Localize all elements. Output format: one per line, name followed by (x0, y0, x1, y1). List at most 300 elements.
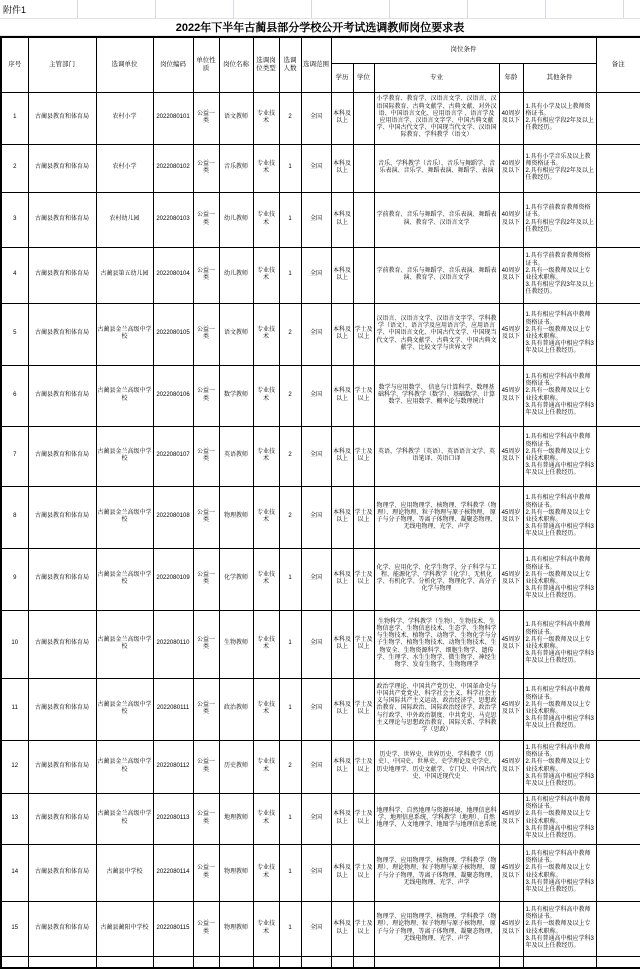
cell-count: 1 (279, 192, 301, 247)
cell-nature: 公益一类 (193, 92, 219, 144)
other-condition-item: 3.具有普通高中相应学科3年及以上任教经历。 (525, 651, 594, 665)
cell-degree: 学士及以上 (353, 426, 374, 486)
cell-dept: 古蔺县教育和体育局 (28, 365, 96, 426)
cell-edu: 本科及以上 (331, 793, 353, 844)
other-condition-item: 1.具有相应学科高中教师资格证书。 (525, 906, 591, 921)
cell-code: 2022080104 (153, 247, 193, 303)
other-condition-item: 1.具有相应学科高中教师资格证书。 (525, 744, 591, 759)
cell-type: 专业技术 (253, 303, 279, 365)
cell-unit: 古蔺县金兰高级中学校 (96, 793, 153, 844)
cell-empty (219, 956, 253, 968)
cell-degree: 学士及以上 (353, 486, 374, 548)
cell-age: 40周岁及以下 (499, 247, 523, 303)
cell-scope: 全国 (301, 610, 331, 678)
cell-post: 幼儿教师 (219, 192, 253, 247)
cell-dept: 古蔺县教育和体育局 (28, 144, 96, 192)
cell-scope: 全国 (301, 548, 331, 610)
cell-remark (596, 740, 640, 793)
cell-age: 45周岁及以下 (499, 365, 523, 426)
cell-post: 物理教师 (219, 901, 253, 956)
cell-unit: 古蔺县金兰高级中学校 (96, 426, 153, 486)
cell-count: 2 (279, 365, 301, 426)
cell-edu: 本科及以上 (331, 426, 353, 486)
cell-other (523, 192, 596, 247)
cell-age: 45周岁及以下 (499, 901, 523, 956)
cell-age: 40周岁及以下 (499, 192, 523, 247)
cell-remark (596, 678, 640, 740)
cell-code: 2022080101 (153, 92, 193, 144)
cell-dept: 古蔺县教育和体育局 (28, 92, 96, 144)
cell-post: 音乐教师 (219, 144, 253, 192)
cell-age: 45周岁及以下 (499, 548, 523, 610)
cell-post: 语文教师 (219, 303, 253, 365)
cell-age: 40周岁及以下 (499, 92, 523, 144)
other-condition-item: 2.具有一级教师及以上专业技术职称。 (525, 921, 591, 935)
cell-dept: 古蔺县教育和体育局 (28, 610, 96, 678)
cell-scope: 全国 (301, 247, 331, 303)
cell-empty (28, 956, 96, 968)
cell-count: 1 (279, 678, 301, 740)
cell-unit: 古蔺县金兰高级中学校 (96, 303, 153, 365)
cell-remark (596, 192, 640, 247)
table-row (1, 247, 640, 303)
cell-major: 音乐、学科教学（音乐）、音乐与舞蹈学、音乐表演、音乐学、舞蹈表演、舞蹈学、表演 (374, 144, 499, 192)
cell-seq: 7 (1, 426, 28, 486)
cell-type: 专业技术 (253, 486, 279, 548)
col-header-type: 选调岗位类型 (253, 37, 279, 92)
table-row (1, 365, 640, 426)
col-header-other: 其他条件 (523, 63, 596, 92)
col-header-condition-group: 岗位条件 (331, 37, 596, 63)
cell-empty (153, 956, 193, 968)
cell-major: 学前教育、音乐与舞蹈学、音乐表演、舞蹈表演、教育学、汉语言文学 (374, 192, 499, 247)
cell-code: 2022080103 (153, 192, 193, 247)
cell-nature: 公益一类 (193, 303, 219, 365)
table-row (1, 901, 640, 956)
cell-type: 专业技术 (253, 192, 279, 247)
cell-age: 45周岁及以下 (499, 610, 523, 678)
cell-degree (353, 192, 374, 247)
cell-degree (353, 247, 374, 303)
cell-seq: 2 (1, 144, 28, 192)
other-condition-item: 1.具有相应学科高中教师资格证书。 (525, 495, 591, 509)
table-row (1, 426, 640, 486)
other-condition-item: 2.具有一级教师及以上专业技术职称。 (525, 388, 591, 402)
cell-seq: 14 (1, 844, 28, 901)
cell-other (523, 740, 596, 793)
cell-other (523, 844, 596, 901)
cell-dept: 古蔺县教育和体育局 (28, 678, 96, 740)
cell-count: 1 (279, 247, 301, 303)
col-header-remark: 备注 (596, 37, 640, 92)
other-condition-item: 1.具有相应学科高中教师资格证书。 (525, 622, 591, 636)
cell-edu: 本科及以上 (331, 610, 353, 678)
cell-count: 2 (279, 303, 301, 365)
cell-edu: 本科及以上 (331, 247, 353, 303)
cell-remark (596, 548, 640, 610)
cell-nature: 公益一类 (193, 486, 219, 548)
table-row (1, 548, 640, 610)
cell-post: 幼儿教师 (219, 247, 253, 303)
other-condition-item: 2.具有一级教师及以上专业技术职称。 (525, 701, 591, 715)
cell-edu: 本科及以上 (331, 144, 353, 192)
other-condition-item: 1.具有相应学科高中教师资格证书。 (525, 312, 591, 326)
cell-dept: 古蔺县教育和体育局 (28, 426, 96, 486)
cell-scope: 全国 (301, 303, 331, 365)
cell-empty (374, 956, 499, 968)
cell-type: 专业技术 (253, 901, 279, 956)
cell-remark (596, 144, 640, 192)
cell-empty (331, 956, 353, 968)
cell-seq: 15 (1, 901, 28, 956)
cell-nature: 公益一类 (193, 740, 219, 793)
cell-seq: 11 (1, 678, 28, 740)
other-condition-item: 3.具有普通高中相应学科3年及以上任教经历。 (525, 402, 594, 416)
other-condition-item: 2.具有相应学段2年及以上任教经历。 (525, 118, 594, 132)
cell-seq: 8 (1, 486, 28, 548)
cell-scope: 全国 (301, 678, 331, 740)
cell-type: 专业技术 (253, 740, 279, 793)
cell-edu: 本科及以上 (331, 678, 353, 740)
cell-type: 专业技术 (253, 844, 279, 901)
cell-seq: 1 (1, 92, 28, 144)
cell-code: 2022080108 (153, 486, 193, 548)
attachment-label: 附件1 (0, 3, 26, 16)
cell-degree: 学士及以上 (353, 901, 374, 956)
cell-scope: 全国 (301, 144, 331, 192)
col-header-post: 岗位名称 (219, 37, 253, 92)
cell-degree (353, 144, 374, 192)
cell-empty (596, 956, 640, 968)
cell-code: 2022080111 (153, 678, 193, 740)
cell-scope: 全国 (301, 740, 331, 793)
col-header-major: 专业 (374, 63, 499, 92)
other-condition-item: 1.具有学前教育教师资格证书。 (525, 205, 591, 219)
other-condition-item: 3.具有相应学段3年及以上任教经历。 (525, 282, 594, 296)
cell-code: 2022080102 (153, 144, 193, 192)
cell-post: 历史教师 (219, 740, 253, 793)
col-header-code: 岗位编码 (153, 37, 193, 92)
position-requirements-table (0, 36, 640, 969)
cell-edu: 本科及以上 (331, 740, 353, 793)
cell-post: 生物教师 (219, 610, 253, 678)
cell-degree: 学士及以上 (353, 793, 374, 844)
table-row (1, 92, 640, 144)
other-condition-item: 2.具有一级教师及以上专业技术职称。 (525, 509, 591, 523)
cell-nature: 公益一类 (193, 678, 219, 740)
col-header-age: 年龄 (499, 63, 523, 92)
other-condition-item: 3.具有普通高中相应学科3年及以上任教经历。 (525, 825, 594, 839)
cell-unit: 古蔺县中学校 (96, 844, 153, 901)
other-condition-item: 1.具有相应学科高中教师资格证书。 (525, 373, 591, 388)
cell-count: 1 (279, 144, 301, 192)
cell-count: 2 (279, 740, 301, 793)
cell-nature: 公益一类 (193, 548, 219, 610)
cell-type: 专业技术 (253, 92, 279, 144)
cell-scope: 全国 (301, 92, 331, 144)
cell-unit: 古蔺县金兰高级中学校 (96, 365, 153, 426)
other-condition-item: 2.具有一级教师及以上专业技术职称。 (525, 759, 591, 773)
cell-major: 物理学、应用物理学、核物理、学科教学（物理）、理论物理、粒子物理与原子核物理、 原子与分子物理、等离子体物理、凝聚态物理、无线电物理、光学、声学 (374, 486, 499, 548)
other-condition-item: 1.具有小学音乐及以上教师资格证书。 (525, 153, 591, 167)
cell-seq: 6 (1, 365, 28, 426)
cell-type: 专业技术 (253, 144, 279, 192)
other-condition-item: 1.具有相应学科高中教师资格证书。 (525, 434, 591, 448)
cell-dept: 古蔺县教育和体育局 (28, 548, 96, 610)
cell-remark (596, 303, 640, 365)
cell-scope: 全国 (301, 365, 331, 426)
header-row-main (1, 37, 640, 63)
cell-edu: 本科及以上 (331, 548, 353, 610)
cell-scope: 全国 (301, 486, 331, 548)
cell-unit: 农村小学 (96, 92, 153, 144)
cell-count: 2 (279, 486, 301, 548)
col-header-count: 选调人数 (279, 37, 301, 92)
cell-seq: 3 (1, 192, 28, 247)
cell-degree: 学士及以上 (353, 844, 374, 901)
cell-unit: 古蔺县蔺阳中学校 (96, 901, 153, 956)
cell-type: 专业技术 (253, 247, 279, 303)
cell-empty (279, 956, 301, 968)
cell-major: 历史学、世界史、世界历史、学科教学（历史）、中国史、世界史、史学理论及史学史、历史地理学、历史文献学、专门史、中国古代史、中国近现代史 (374, 740, 499, 793)
cell-nature: 公益一类 (193, 793, 219, 844)
cell-empty (96, 956, 153, 968)
cell-edu: 本科及以上 (331, 365, 353, 426)
cell-scope: 全国 (301, 793, 331, 844)
other-condition-item: 1.具有相应学科高中教师资格证书。 (525, 557, 591, 571)
cell-empty (301, 956, 331, 968)
other-condition-item: 3.具有普通高中相应学科3年及以上任教经历。 (525, 586, 594, 600)
cell-unit: 古蔺县金兰高级中学校 (96, 486, 153, 548)
cell-type: 专业技术 (253, 365, 279, 426)
cell-unit: 古蔺县金兰高级中学校 (96, 678, 153, 740)
cell-count: 1 (279, 901, 301, 956)
cell-major: 生物科学、学科教学（生物）、生物技术、生物信息学、生物信息技术、生态学、生物科学与生物技术、植物学、动物学、生物化学与分子生物学、植物生物技术、动物生物技术、生物安全、生物资源科学、细胞生物学、遗传学、生理学、水生生物学、微生物学、神经生物学、发育生物学、生物物理学 (374, 610, 499, 678)
table-row (1, 192, 640, 247)
other-condition-item: 1.具有相应学科高中教师资格证书。 (525, 687, 591, 701)
cell-edu: 本科及以上 (331, 192, 353, 247)
cell-degree: 学士及以上 (353, 610, 374, 678)
cell-degree (353, 92, 374, 144)
table-row (1, 740, 640, 793)
cell-nature: 公益一类 (193, 844, 219, 901)
cell-unit: 农村小学 (96, 144, 153, 192)
cell-major: 数学与应用数学、 信息与计算科学、数理基础科学、学科教学（数学）、基础数学、计算数学、应用数学、概率论与数理统计 (374, 365, 499, 426)
cell-other (523, 486, 596, 548)
table-row (1, 793, 640, 844)
cell-type: 专业技术 (253, 548, 279, 610)
cell-seq: 13 (1, 793, 28, 844)
spreadsheet-grid-strip (0, 0, 640, 19)
cell-age: 45周岁及以下 (499, 678, 523, 740)
cell-unit: 古蔺县金兰高级中学校 (96, 610, 153, 678)
cell-other (523, 144, 596, 192)
cell-edu: 本科及以上 (331, 901, 353, 956)
cell-code: 2022080114 (153, 844, 193, 901)
cell-scope: 全国 (301, 426, 331, 486)
cell-type: 专业技术 (253, 426, 279, 486)
col-header-scope: 选调范围 (301, 37, 331, 92)
cell-major: 英语、学科教学（英语）、英语语言文学、英语笔译、英语口译 (374, 426, 499, 486)
cell-edu: 本科及以上 (331, 303, 353, 365)
cell-scope: 全国 (301, 844, 331, 901)
cell-seq: 5 (1, 303, 28, 365)
cell-unit: 古蔺县金兰高级中学校 (96, 740, 153, 793)
cell-post: 政治教师 (219, 678, 253, 740)
cell-remark (596, 901, 640, 956)
cell-empty (523, 956, 596, 968)
cell-other (523, 678, 596, 740)
cell-other (523, 92, 596, 144)
partial-row (1, 956, 640, 968)
cell-degree: 学士及以上 (353, 548, 374, 610)
cell-scope: 全国 (301, 901, 331, 956)
col-header-dept: 主管部门 (28, 37, 96, 92)
cell-count: 2 (279, 92, 301, 144)
cell-age: 45周岁及以下 (499, 844, 523, 901)
cell-other (523, 247, 596, 303)
cell-edu: 本科及以上 (331, 92, 353, 144)
other-condition-item: 2.具有相应学段2年及以上任教经历。 (525, 219, 594, 233)
cell-unit: 农村幼儿园 (96, 192, 153, 247)
table-row (1, 303, 640, 365)
table-row (1, 486, 640, 548)
cell-empty (1, 956, 28, 968)
other-condition-item: 1.具有相应学科高中教师资格证书。 (525, 850, 591, 865)
table-row (1, 610, 640, 678)
cell-major: 学前教育、音乐与舞蹈学、音乐表演、舞蹈表演、教育学、汉语言文学 (374, 247, 499, 303)
cell-other (523, 365, 596, 426)
cell-age: 45周岁及以下 (499, 486, 523, 548)
cell-code: 2022080105 (153, 303, 193, 365)
cell-type: 专业技术 (253, 793, 279, 844)
cell-major: 政治学理论、中国共产党历史、中国革命史与中国共产党党史、科学社会主义、科学社会主义与国际共产主义运动、政治经济学、思想政治教育、国际政治、国际政治经济学、政治学与行政学、中外政治制度、中共党史、马克思主义理论与思想政治教育、国际关系、学科教学（思政） (374, 678, 499, 740)
cell-dept: 古蔺县教育和体育局 (28, 740, 96, 793)
cell-degree: 学士及以上 (353, 365, 374, 426)
cell-degree: 学士及以上 (353, 678, 374, 740)
title-row (0, 19, 640, 36)
other-condition-item: 2.具有一级教师及以上专业技术职称。 (525, 448, 591, 462)
cell-type: 专业技术 (253, 678, 279, 740)
cell-code: 2022080110 (153, 610, 193, 678)
cell-edu: 本科及以上 (331, 486, 353, 548)
cell-age: 45周岁及以下 (499, 793, 523, 844)
cell-post: 英语教师 (219, 426, 253, 486)
cell-nature: 公益一类 (193, 192, 219, 247)
cell-remark (596, 844, 640, 901)
cell-post: 语文教师 (219, 92, 253, 144)
cell-other (523, 548, 596, 610)
cell-count: 1 (279, 793, 301, 844)
cell-dept: 古蔺县教育和体育局 (28, 844, 96, 901)
cell-post: 物理教师 (219, 486, 253, 548)
other-condition-item: 3.具有普通高中相应学科3年及以上任教经历。 (525, 463, 594, 477)
cell-nature: 公益一类 (193, 426, 219, 486)
cell-unit: 古蔺县金兰高级中学校 (96, 548, 153, 610)
other-condition-item: 3.具有普通高中相应学科3年及以上任教经历。 (525, 524, 594, 538)
cell-dept: 古蔺县教育和体育局 (28, 192, 96, 247)
cell-count: 1 (279, 610, 301, 678)
cell-nature: 公益一类 (193, 901, 219, 956)
cell-seq: 12 (1, 740, 28, 793)
cell-code: 2022080109 (153, 548, 193, 610)
cell-code: 2022080107 (153, 426, 193, 486)
other-condition-item: 3.具有普通高中相应学科3年及以上任教经历。 (525, 341, 594, 355)
cell-degree: 学士及以上 (353, 303, 374, 365)
other-condition-item: 2.具有一级教师及以上专业技术职称。 (525, 326, 591, 340)
other-condition-item: 2.具有一级教师及以上专业技术职称。 (525, 267, 591, 281)
cell-code: 2022080115 (153, 901, 193, 956)
cell-post: 地理教师 (219, 793, 253, 844)
other-condition-item: 2.具有一级教师及以上专业技术职称。 (525, 865, 591, 879)
cell-seq: 9 (1, 548, 28, 610)
cell-nature: 公益一类 (193, 610, 219, 678)
table-body (1, 92, 640, 968)
other-condition-item: 3.具有普通高中相应学科3年及以上任教经历。 (525, 935, 594, 949)
cell-empty (353, 956, 374, 968)
other-condition-item: 2.具有相应学段2年及以上任教经历。 (525, 168, 594, 182)
cell-post: 化学教师 (219, 548, 253, 610)
other-condition-item: 1.具有小学及以上教师资格证书。 (525, 103, 591, 117)
cell-empty (253, 956, 279, 968)
cell-major: 物理学、应用物理学、核物理、学科教学（物理）、理论物理、粒子物理与原子核物理、 原子与分子物理、等离子体物理、凝聚态物理、无线电物理、光学、声学 (374, 901, 499, 956)
cell-code: 2022080113 (153, 793, 193, 844)
cell-dept: 古蔺县教育和体育局 (28, 901, 96, 956)
cell-unit: 古蔺县第五幼儿园 (96, 247, 153, 303)
cell-other (523, 610, 596, 678)
other-condition-item: 3.具有普通高中相应学科3年及以上任教经历。 (525, 716, 594, 730)
cell-major: 小学教育、教育学、汉语言文学、汉语言、汉语国际教育、古典文献学、古典文献、对外汉语、中国语言文化、应用语言学 、语言学及应用语言学、汉语言文字学、中国古典文献学、中国古代文学、中国现当代文学、汉语国际教育、学科教学（语文） (374, 92, 499, 144)
col-header-seq: 序号 (1, 37, 28, 92)
other-condition-item: 2.具有一级教师及以上专业技术职称。 (525, 636, 591, 650)
page-title: 2022年下半年古蔺县部分学校公开考试选调教师岗位要求表 (175, 22, 465, 34)
cell-empty (499, 956, 523, 968)
cell-remark (596, 247, 640, 303)
cell-remark (596, 486, 640, 548)
other-condition-item: 2.具有一级教师及以上专业技术职称。 (525, 571, 591, 585)
cell-seq: 10 (1, 610, 28, 678)
cell-empty (193, 956, 219, 968)
table-row (1, 844, 640, 901)
cell-count: 2 (279, 426, 301, 486)
cell-nature: 公益一类 (193, 365, 219, 426)
cell-dept: 古蔺县教育和体育局 (28, 247, 96, 303)
cell-count: 1 (279, 548, 301, 610)
cell-remark (596, 426, 640, 486)
cell-seq: 4 (1, 247, 28, 303)
cell-major: 汉语言、汉语言文学、汉语言文字学、学科教学（语文）、语言学及应用语言学、应用语言学、中国语言文化、中国古代文学、中国现当代文学、古典文献学、古典文学、中国古典文献学、比较文学与世界文学 (374, 303, 499, 365)
other-condition-item: 3.具有普通高中相应学科3年及以上任教经历。 (525, 773, 594, 787)
cell-code: 2022080112 (153, 740, 193, 793)
cell-other (523, 793, 596, 844)
cell-remark (596, 610, 640, 678)
cell-post: 物理教师 (219, 844, 253, 901)
cell-age: 40周岁及以下 (499, 144, 523, 192)
table-row (1, 144, 640, 192)
cell-post: 数学教师 (219, 365, 253, 426)
cell-dept: 古蔺县教育和体育局 (28, 303, 96, 365)
cell-remark (596, 92, 640, 144)
table-row (1, 678, 640, 740)
cell-nature: 公益一类 (193, 144, 219, 192)
cell-remark (596, 365, 640, 426)
cell-remark (596, 793, 640, 844)
cell-other (523, 426, 596, 486)
cell-degree: 学士及以上 (353, 740, 374, 793)
cell-nature: 公益一类 (193, 247, 219, 303)
col-header-degree: 学位 (353, 63, 374, 92)
other-condition-item: 3.具有普通高中相应学科3年及以上任教经历。 (525, 879, 594, 893)
